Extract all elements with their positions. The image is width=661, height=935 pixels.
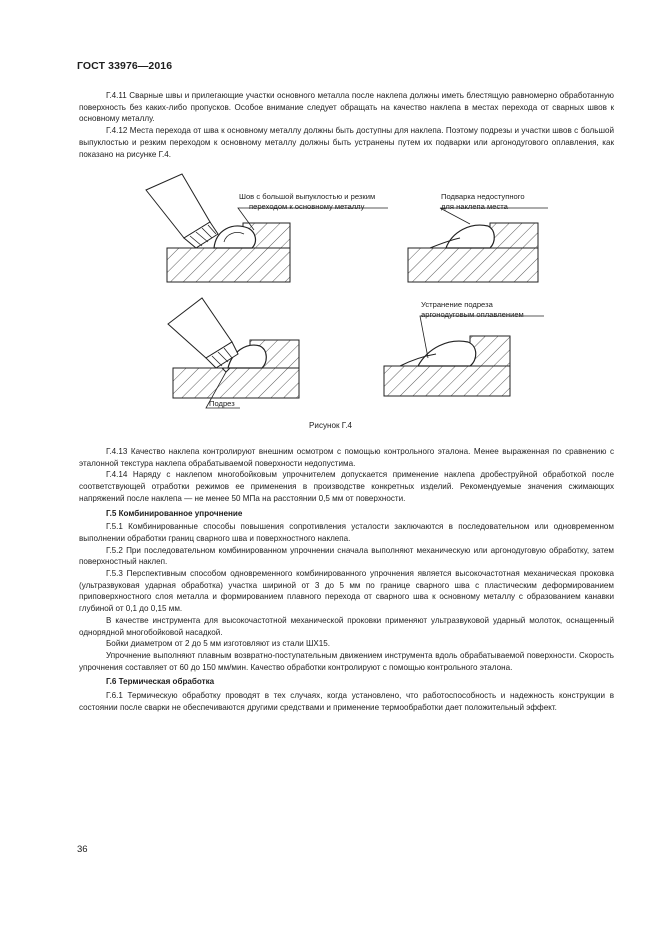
figure-caption: Рисунок Г.4 — [309, 421, 352, 430]
paragraph-g5-3-tool: В качестве инструмента для высокочастотной механической проковки применяют ультразвуковой ударный молоток, оснащенный однорядной многобойковой насадкой. — [79, 615, 614, 637]
paragraph-g5-2: Г.5.2 При последовательном комбинированном упрочнении сначала выполняют механическую или аргонодуговую обработку, затем поверхностный наклеп. — [79, 545, 614, 567]
weld-bead-2 — [446, 225, 494, 248]
panel-convex-weld — [146, 174, 388, 282]
label-remelting: Устранение подреза аргонодуговым оплавлением — [421, 300, 524, 319]
weld-bead-convex — [214, 226, 255, 248]
weld-bead-4 — [418, 341, 476, 366]
base-plate-lower-2 — [408, 248, 538, 282]
base-plate-upper-2 — [490, 223, 538, 248]
panel-weld-repair — [408, 208, 548, 282]
paragraph-g4-11: Г.4.11 Сварные швы и прилегающие участки основного металла после наклепа должны иметь блестящую равномерно обработанную поверхность без каких-либо пропусков. Особое внимание следует обращать на качество наклепа в местах перехода от сварных швов к основному металлу. — [79, 91, 614, 124]
label-weld-repair: Подварка недоступного для наклепа места — [441, 192, 525, 211]
paragraph-g4-14: Г.4.14 Наряду с наклепом многобойковым упрочнителем допускается применение наклепа дробеструйной обработкой после соответствующей отработки режимов ее применения в производстве конкретных изделий. Рекомендуемые значения сжимающих напряжений после наклепа — не менее 50 МПа на расстоянии 0,5 мм от поверхности. — [79, 470, 614, 503]
paragraph-g6-1: Г.6.1 Термическую обработку проводят в тех случаях, когда установлено, что работоспособность и надежность конструкции в состоянии после сварки не обеспечиваются другими средствами и применение термообработки дает положительный эффект. — [79, 691, 614, 712]
figure-g4 — [0, 172, 661, 442]
base-plate-lower — [167, 248, 290, 282]
figure-drawing — [0, 172, 661, 442]
base-plate-lower-4 — [384, 366, 510, 396]
base-plate-lower-3 — [173, 368, 299, 398]
panel-remelting — [384, 316, 544, 396]
document-header: ГОСТ 33976—2016 — [77, 60, 173, 72]
paragraph-g5-1: Г.5.1 Комбинированные способы повышения сопротивления усталости заключаются в последовательном или одновременном выполнении обработки границ сварного шва и поверхностного наклепа. — [79, 522, 614, 543]
paragraph-g5-3: Г.5.3 Перспективным способом одновременного комбинированного упрочнения является высокочастотная механическая проковка (ультразвуковая ударная обработка) участка шириной от 3 до 5 мм по границе сварного шва с пластическим деформированием приповерхностного слоя металла и формированием плавного перехода от сварного шва к основному металлу с образованием канавки глубиной от 0,1 до 0,15 мм. — [79, 569, 614, 614]
section-title-g6: Г.6 Термическая обработка — [106, 677, 215, 687]
paragraph-g5-3-strikers: Бойки диаметром от 2 до 5 мм изготовляют из стали ШХ15. — [106, 639, 331, 649]
label-convex-weld: Шов с большой выпуклостью и резким переходом к основному металлу — [239, 192, 376, 211]
text-block-bottom — [79, 446, 614, 713]
paragraph-g4-12: Г.4.12 Места перехода от шва к основному металлу должны быть доступны для наклепа. Поэтому подрезы и участки швов с большой выпуклостью и резким переходом к основному металлу должны быть устранены путем их подварки или аргонодугового оплавления, как показано на рисунке Г.4. — [79, 126, 614, 159]
label-undercut: Подрез — [209, 399, 235, 408]
panel-undercut — [168, 298, 299, 408]
paragraph-g4-13: Г.4.13 Качество наклепа контролируют внешним осмотром с помощью контрольного эталона. Менее выраженная по сравнению с эталонной текстура наклепа обрабатываемой поверхности недопустима. — [79, 447, 614, 468]
section-title-g5: Г.5 Комбинированное упрочнение — [106, 508, 243, 518]
page-number: 36 — [77, 844, 88, 855]
text-block-top — [79, 90, 614, 160]
paragraph-g5-3-speed: Упрочнение выполняют плавным возвратно-поступательным движением инструмента вдоль обрабатываемой поверхности. Скорость упрочнения составляет от 60 до 150 мм/мин. Качество обработки контролируют с помощью контрольного эталона. — [79, 650, 614, 672]
